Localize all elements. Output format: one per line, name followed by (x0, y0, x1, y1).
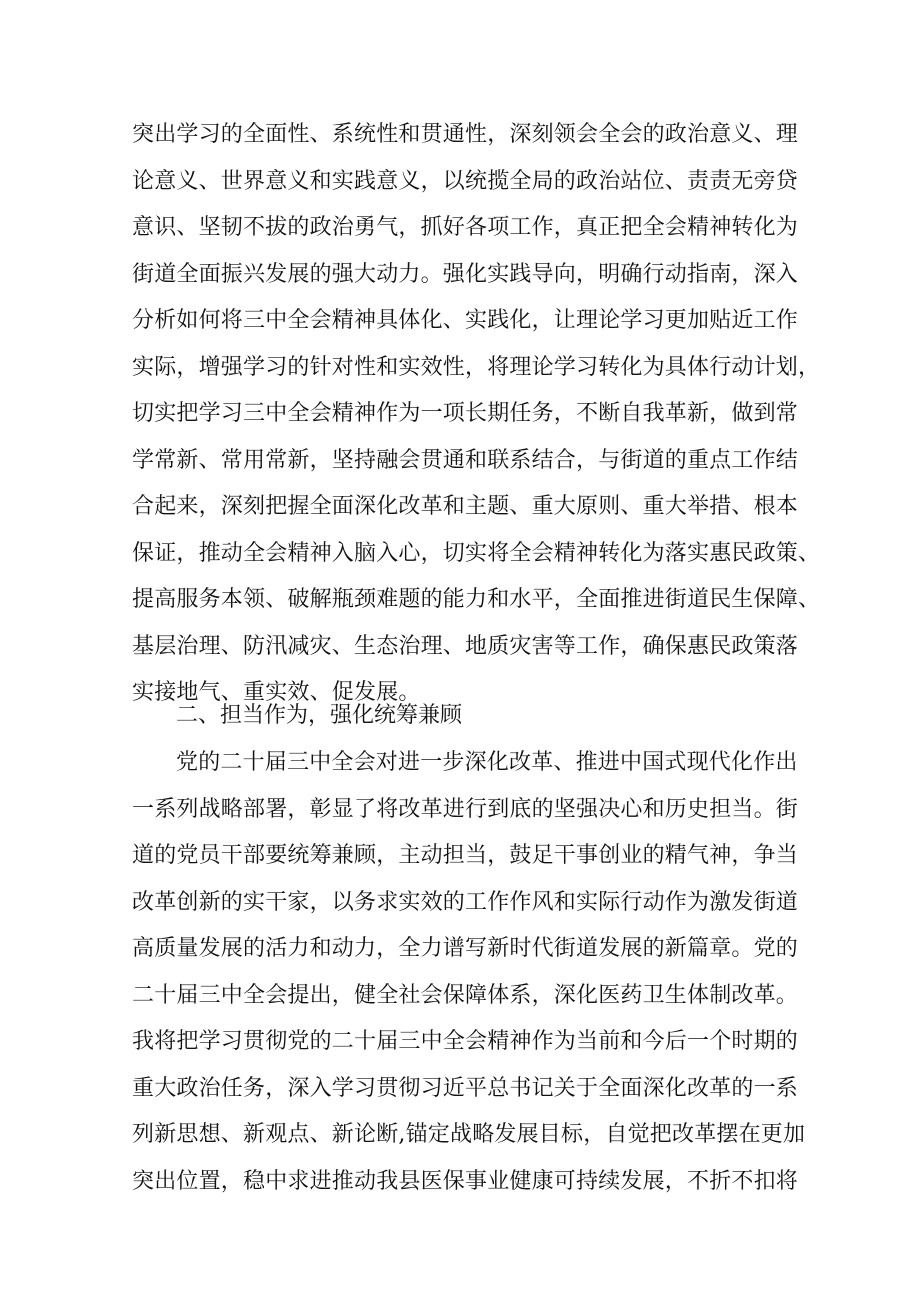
paragraph-line: 意识、坚韧不拔的政治勇气，抓好各项工作，真正把全会精神转化为 (132, 215, 799, 240)
section-heading: 二、担当作为，强化统筹兼顾 (176, 703, 463, 728)
paragraph-line: 街道全面振兴发展的强大动力。强化实践导向，明确行动指南，深入 (132, 261, 799, 287)
paragraph-line: 高质量发展的活力和动力，全力谱写新时代街道发展的新篇章。党的 (132, 936, 799, 961)
paragraph-line: 合起来，深刻把握全面深化改革和主题、重大原则、重大举措、根本 (132, 494, 799, 519)
paragraph-line: 保证，推动全会精神入脑入心，切实将全会精神转化为落实惠民政策、 (132, 540, 821, 566)
paragraph-line: 分析如何将三中全会精神具体化、实践化，让理论学习更加贴近工作 (132, 308, 799, 333)
paragraph-line: 突出学习的全面性、系统性和贯通性，深刻领会全会的政治意义、理 (132, 122, 799, 147)
paragraph-line: 重大政治任务，深入学习贯彻习近平总书记关于全面深化改革的一系 (132, 1075, 799, 1101)
paragraph-line: 一系列战略部署，彰显了将改革进行到底的坚强决心和历史担当。街 (132, 796, 799, 822)
paragraph-line: 二十届三中全会提出，健全社会保障体系，深化医药卫生体制改革。 (132, 982, 799, 1008)
paragraph-1 (132, 112, 821, 717)
paragraph-line: 实接地气、重实效、促发展。 (132, 680, 421, 705)
paragraph-line: 学常新、常用常新，坚持融会贯通和联系结合，与街道的重点工作结 (132, 447, 799, 473)
paragraph-line: 切实把学习三中全会精神作为一项长期任务，不断自我革新，做到常 (132, 401, 799, 426)
paragraph-line: 基层治理、防汛减灾、生态治理、地质灾害等工作，确保惠民政策落 (132, 633, 799, 659)
paragraph-line: 党的二十届三中全会对进一步深化改革、推进中国式现代化作出 (176, 750, 798, 775)
paragraph-line: 列新思想、新观点、新论断,锚定战略发展目标，自觉把改革摆在更加 (132, 1122, 806, 1147)
paragraph-line: 突出位置，稳中求进推动我县医保事业健康可持续发展，不折不扣将 (132, 1168, 799, 1194)
paragraph-2 (132, 740, 806, 1205)
paragraph-line: 实际，增强学习的针对性和实效性，将理论学习转化为具体行动计划， (132, 354, 821, 380)
paragraph-line: 提高服务本领、破解瓶颈难题的能力和水平，全面推进街道民生保障、 (132, 587, 821, 612)
paragraph-line: 改革创新的实干家，以务求实效的工作作风和实际行动作为激发街道 (132, 889, 799, 915)
paragraph-line: 论意义、世界意义和实践意义，以统揽全局的政治站位、责责无旁贷 (132, 168, 799, 194)
paragraph-line: 道的党员干部要统筹兼顾，主动担当，鼓足干事创业的精气神，争当 (132, 843, 799, 868)
paragraph-line: 我将把学习贯彻党的二十届三中全会精神作为当前和今后一个时期的 (132, 1029, 799, 1054)
